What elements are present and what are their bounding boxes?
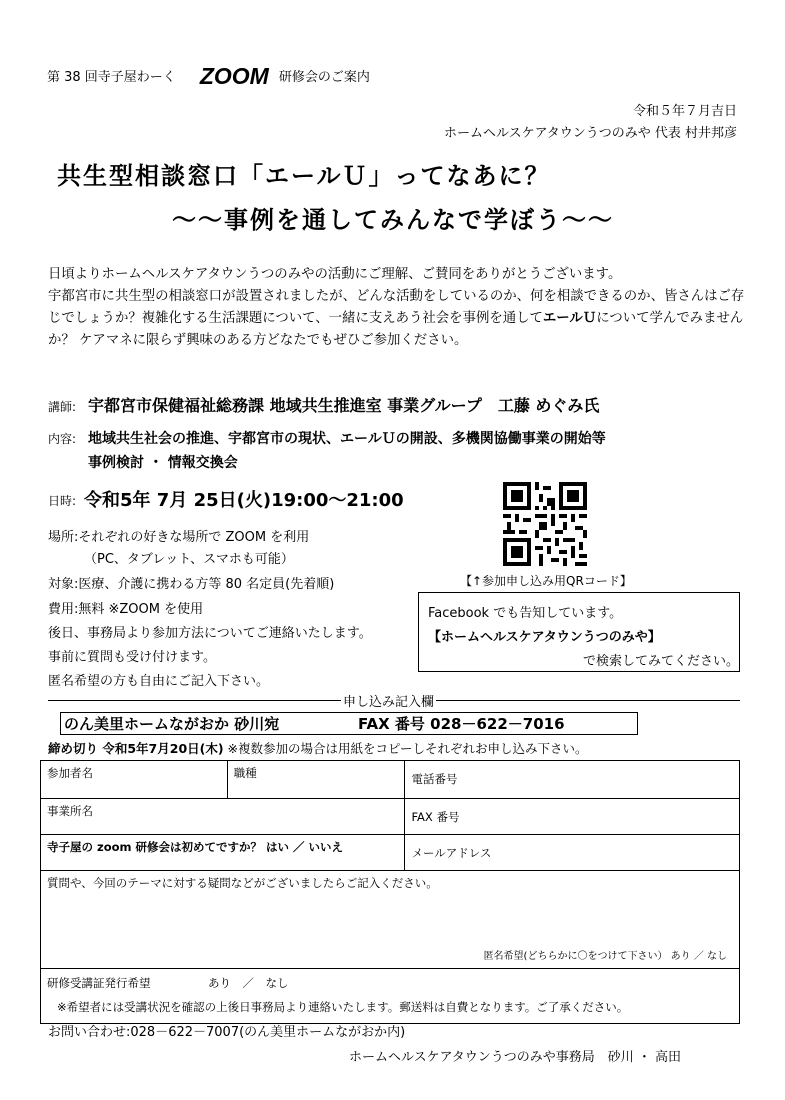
fax-number: FAX 番号 028－622－7016	[358, 715, 565, 733]
office-name-label: 事業所名	[47, 804, 93, 818]
issue-date: 令和５年７月吉日	[632, 104, 737, 119]
participant-name-label: 参加者名	[47, 766, 93, 780]
content-line-1: 地域共生社会の推進、宇都宮市の現状、エールＵの開設、多機関協働事業の開始等	[88, 431, 606, 447]
datetime-label: 日時:	[48, 494, 77, 508]
event-datetime: 令和5年 7月 25日(火)19:00～21:00	[84, 490, 404, 511]
deadline-date: 締め切り 令和5年7月20日(木)	[48, 741, 224, 756]
series-prefix: 第 38 回寺子屋わーく	[47, 70, 176, 85]
zoom-logo-text: ZOOM	[199, 63, 269, 89]
phone-label: 電話番号	[411, 772, 458, 786]
participant-name-field[interactable]	[41, 761, 228, 799]
first-time-field[interactable]	[41, 835, 405, 871]
email-label: メールアドレス	[411, 845, 492, 860]
recipient: のん美里ホームながおか 砂川宛	[64, 715, 280, 733]
fax-label: FAX 番号	[411, 809, 460, 824]
deadline-note: ※複数参加の場合は用紙をコピーしそれぞれお申し込み下さい。	[223, 741, 588, 756]
certificate-label[interactable]: 研修受講証発行希望 あり ／ なし	[47, 976, 289, 990]
place-line-1: 場所:それぞれの好きな場所で ZOOM を利用	[48, 530, 310, 545]
fee: 費用:無料 ※ZOOM を使用	[48, 602, 204, 617]
question-label: 質問や、今回のテーマに対する疑問などがございましたらご記入ください。	[47, 876, 438, 890]
job-label: 職種	[233, 766, 257, 780]
facebook-line-1: Facebook でも告知しています。	[428, 606, 623, 621]
job-field[interactable]	[227, 761, 405, 799]
lecturer-label: 講師:	[48, 400, 77, 414]
fax-field[interactable]	[405, 799, 740, 835]
organizer: ホームヘルスケアタウンうつのみや 代表 村井邦彦	[444, 126, 737, 141]
form-section-label: 申し込み記入欄	[341, 691, 436, 710]
qr-caption: 【↑参加申し込み用QRコード】	[460, 574, 632, 588]
contact-info: お問い合わせ:028－622－7007(のん美里ホームながおか内)	[48, 1025, 406, 1040]
first-time-label: 寺子屋の zoom 研修会は初めてですか？ はい ／ いいえ	[47, 840, 343, 854]
content-label: 内容:	[48, 432, 77, 446]
lecturer: 宇都宮市保健福祉総務課 地域共生推進室 事業グループ 工藤 めぐみ氏	[88, 396, 600, 415]
intro-highlight: エールＵ	[542, 311, 597, 326]
signature: ホームヘルスケアタウンうつのみや事務局 砂川 ・ 高田	[349, 1050, 681, 1065]
application-form	[40, 760, 740, 1024]
content-line-2: 事例検討 ・ 情報交換会	[88, 455, 238, 471]
place-line-2: （PC、タブレット、スマホも可能）	[84, 552, 294, 567]
notice-1: 後日、事務局より参加方法についてご連絡いたします。	[48, 626, 372, 641]
anonymous-option[interactable]: 匿名希望(どちらかに〇をつけて下さい） あり ／ なし	[483, 951, 727, 962]
sub-title: ～～事例を通してみんなで学ぼう～～	[172, 206, 614, 234]
email-field[interactable]	[405, 835, 740, 871]
series-heading	[47, 63, 370, 90]
facebook-line-2: 【ホームヘルスケアタウンうつのみや】	[428, 630, 661, 645]
notice-3: 匿名希望の方も自由にご記入下さい。	[48, 674, 270, 689]
intro-paragraph-1: 日頃よりホームヘルスケアタウンうつのみやの活動にご理解、ご賛同をありがとうございます。	[48, 267, 622, 282]
office-name-field[interactable]	[41, 799, 405, 835]
notice-2: 事前に質問も受け付けます。	[48, 650, 216, 665]
deadline	[48, 739, 588, 757]
target-audience: 対象:医療、介護に携わる方等 80 名定員(先着順)	[48, 577, 335, 592]
phone-field[interactable]	[405, 761, 740, 799]
series-suffix: 研修会のご案内	[278, 70, 370, 85]
intro-paragraph-2c: について学んでみませんか？ ケアマネに限らず興味のある方どなたでもぜひご参加ください。	[48, 311, 744, 348]
facebook-line-3: で検索してみてください。	[583, 654, 740, 669]
certificate-note: ※希望者には受講状況を確認の上後日事務局より連絡いたします。郵送料は自費となります。ご了承ください。	[57, 1000, 629, 1014]
intro-paragraph-2a: 宇都宮市に共生型の相談窓口が設置されましたが、どんな活動をしているのか、何を相談できるのか、皆さんはご存じでしょうか？複雑化する生活課題について、一緒に支えあう社会を事例を通して	[48, 289, 745, 326]
main-title: 共生型相談窓口「エールＵ」ってなあに？	[57, 162, 551, 190]
intro-text	[48, 264, 748, 352]
certificate-field[interactable]	[41, 969, 740, 1024]
qr-code-icon[interactable]	[503, 482, 587, 566]
question-field[interactable]	[41, 871, 740, 969]
